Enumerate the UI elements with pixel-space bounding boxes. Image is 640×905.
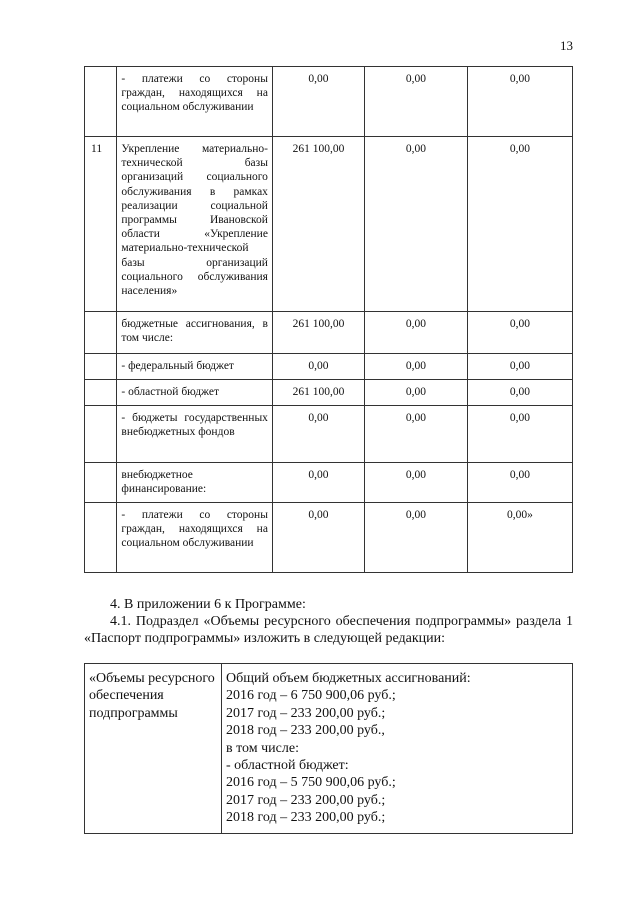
resource-label: «Объемы ресурсного обеспечения подпрограммы <box>85 664 222 834</box>
value-2017: 0,00 <box>365 67 468 137</box>
resource-line: 2018 год – 233 200,00 руб., <box>226 723 385 739</box>
value-2018: 0,00 <box>467 312 572 354</box>
resource-line: 2016 год – 5 750 900,06 руб.; <box>226 775 396 791</box>
row-description: внебюджетное финансирование: <box>117 463 273 503</box>
value-2016: 0,00 <box>272 503 364 573</box>
paragraph-subsection <box>84 613 573 647</box>
row-number <box>85 406 117 463</box>
value-2016: 0,00 <box>272 463 364 503</box>
value-2018: 0,00 <box>467 67 572 137</box>
table-row <box>85 406 573 463</box>
value-2018: 0,00 <box>467 406 572 463</box>
value-2016: 261 100,00 <box>272 137 364 312</box>
value-2016: 0,00 <box>272 406 364 463</box>
row-number <box>85 354 117 380</box>
table-row <box>85 664 573 834</box>
paragraph-appendix-6: 4. В приложении 6 к Программе: <box>110 597 306 612</box>
row-description: - федеральный бюджет <box>117 354 273 380</box>
resource-values <box>222 664 573 834</box>
value-2018: 0,00 <box>467 380 572 406</box>
resource-table <box>84 663 573 834</box>
table-row <box>85 380 573 406</box>
table-row <box>85 67 573 137</box>
row-number <box>85 463 117 503</box>
row-description: - платежи со стороны граждан, находящихся на социальном обслуживании <box>117 67 273 137</box>
resource-line: 2016 год – 6 750 900,06 руб.; <box>226 688 396 704</box>
row-description: - бюджеты государственных внебюджетных фондов <box>117 406 273 463</box>
table-row <box>85 312 573 354</box>
value-2017: 0,00 <box>365 380 468 406</box>
row-number <box>85 312 117 354</box>
value-2016: 0,00 <box>272 354 364 380</box>
row-description: Укрепление материально-технической базы организаций социального обслуживания в рамках реализации социальной программы Ивановской области «Укрепление материально-технической базы организаций социального обслуживания населения» <box>117 137 273 312</box>
value-2018: 0,00» <box>467 503 572 573</box>
resource-line: - областной бюджет: <box>226 758 349 774</box>
paragraph-subsection-text: 4.1. Подраздел «Объемы ресурсного обеспечения подпрограммы» раздела 1 «Паспорт подпрограммы» изложить в следующей редакции: <box>84 614 573 646</box>
resource-line: в том числе: <box>226 740 299 756</box>
table-row <box>85 503 573 573</box>
row-number: 11 <box>85 137 117 312</box>
table-row <box>85 463 573 503</box>
row-number <box>85 67 117 137</box>
value-2017: 0,00 <box>365 463 468 503</box>
row-number <box>85 380 117 406</box>
value-2018: 0,00 <box>467 354 572 380</box>
value-2016: 0,00 <box>272 67 364 137</box>
row-description: бюджетные ассигнования, в том числе: <box>117 312 273 354</box>
value-2018: 0,00 <box>467 463 572 503</box>
budget-table <box>84 66 573 573</box>
value-2017: 0,00 <box>365 137 468 312</box>
row-description: - платежи со стороны граждан, находящихся на социальном обслуживании <box>117 503 273 573</box>
page-number: 13 <box>560 38 573 53</box>
value-2017: 0,00 <box>365 312 468 354</box>
value-2017: 0,00 <box>365 354 468 380</box>
resource-line: Общий объем бюджетных ассигнований: <box>226 671 471 686</box>
value-2017: 0,00 <box>365 406 468 463</box>
value-2016: 261 100,00 <box>272 380 364 406</box>
table-row <box>85 137 573 312</box>
value-2016: 261 100,00 <box>272 312 364 354</box>
row-number <box>85 503 117 573</box>
value-2017: 0,00 <box>365 503 468 573</box>
value-2018: 0,00 <box>467 137 572 312</box>
resource-line: 2017 год – 233 200,00 руб.; <box>226 792 386 808</box>
row-description: - областной бюджет <box>117 380 273 406</box>
table-row <box>85 354 573 380</box>
resource-line: 2018 год – 233 200,00 руб.; <box>226 810 386 826</box>
resource-line: 2017 год – 233 200,00 руб.; <box>226 705 386 721</box>
